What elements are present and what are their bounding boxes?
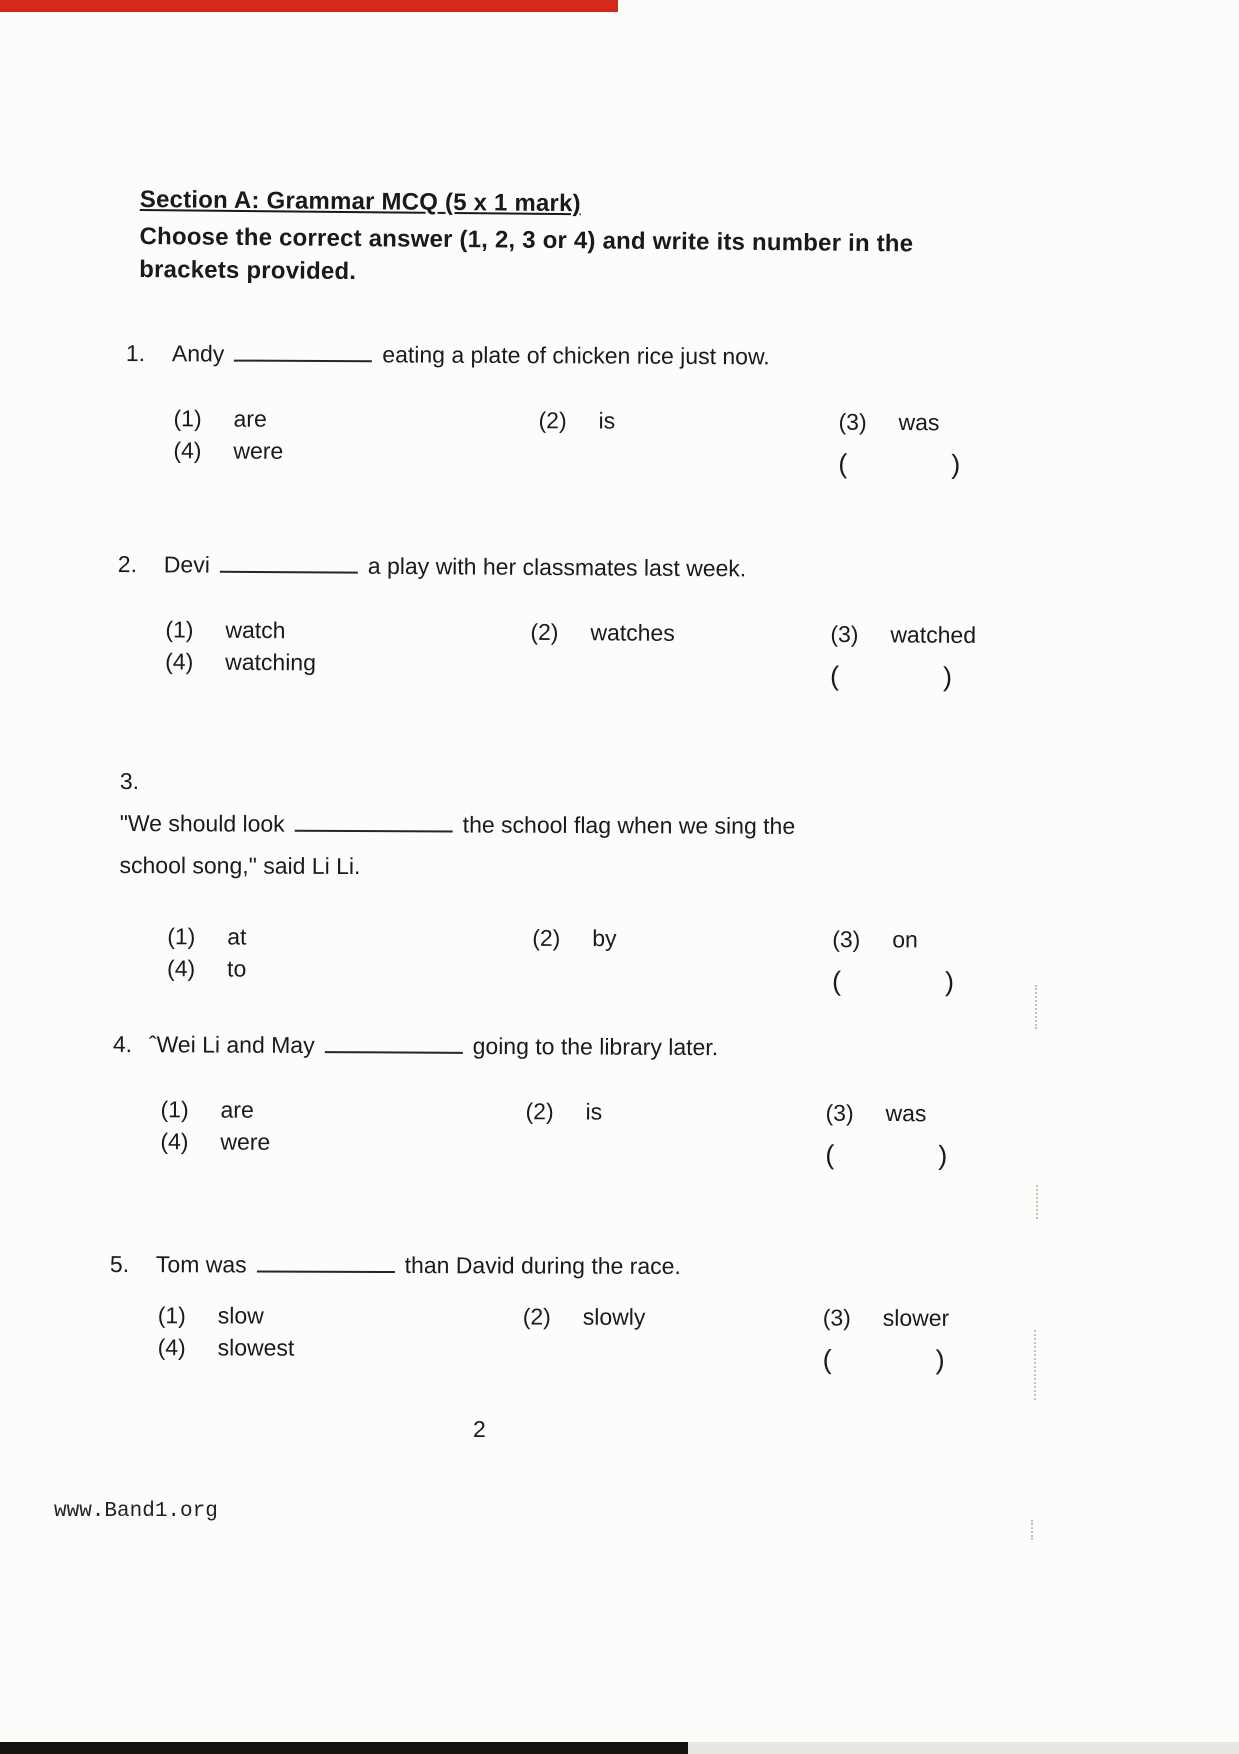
option-label: watching	[225, 648, 317, 676]
option-3	[825, 1097, 947, 1130]
question-text	[126, 332, 846, 378]
instructions-line-1: Choose the correct answer (1, 2, 3 or 4) and write its number in the	[139, 222, 914, 258]
option-3	[838, 406, 960, 439]
scan-bottom-bar-artifact	[0, 1742, 688, 1754]
option-label: watches	[590, 619, 675, 646]
question-text-before-blank: Tom was	[155, 1251, 247, 1278]
option-1	[165, 613, 530, 648]
question-4	[112, 1023, 948, 1171]
option-label: is	[585, 1098, 603, 1125]
option-2	[532, 922, 832, 955]
option-number: (1)	[157, 1302, 186, 1329]
answer-blank	[295, 806, 453, 833]
answer-blank	[257, 1246, 395, 1273]
question-text	[110, 1243, 830, 1288]
option-1	[173, 402, 538, 436]
question-number: 1.	[125, 339, 146, 367]
bracket-open: (	[825, 1139, 835, 1170]
section-header	[139, 186, 930, 294]
option-4	[165, 645, 530, 680]
bracket-close: )	[944, 966, 955, 997]
bracket-open: (	[838, 448, 848, 479]
option-2	[530, 616, 830, 650]
option-label: were	[233, 437, 284, 464]
bracket-open: (	[822, 1344, 832, 1375]
option-number: (4)	[167, 955, 196, 982]
option-2	[523, 1300, 823, 1333]
option-number: (4)	[160, 1128, 189, 1155]
question-number: 5.	[109, 1251, 130, 1278]
option-label: watched	[890, 621, 977, 648]
option-3	[823, 1301, 950, 1333]
option-label: is	[598, 407, 616, 434]
option-4	[158, 1331, 523, 1364]
question-number: 2.	[117, 550, 138, 578]
question-text-before-blank: Devi	[163, 551, 210, 578]
answer-blank	[220, 547, 358, 574]
options	[157, 1299, 950, 1375]
answer-blank	[234, 335, 372, 362]
option-number: (3)	[822, 1304, 851, 1331]
bracket-open: (	[831, 966, 842, 997]
option-number: (1)	[160, 1096, 189, 1123]
option-label: are	[220, 1096, 254, 1123]
bracket-close: )	[942, 661, 953, 692]
scan-artifact	[1031, 1520, 1033, 1540]
option-label: are	[233, 405, 267, 432]
scan-artifact	[1035, 985, 1037, 1029]
option-3	[832, 923, 954, 956]
question-text-after-blank: the school flag when we sing the school song," said Li Li.	[119, 811, 796, 880]
option-1	[158, 1299, 523, 1332]
option-number: (2)	[522, 1303, 551, 1330]
question-text	[119, 760, 840, 889]
question-1	[125, 332, 961, 480]
answer-blank	[325, 1027, 463, 1054]
option-number: (3)	[825, 1099, 854, 1126]
question-2	[117, 543, 977, 692]
option-number: (2)	[530, 618, 559, 646]
option-number: (3)	[830, 620, 859, 648]
question-number: 3.	[119, 767, 140, 795]
answer-brackets	[830, 660, 952, 693]
option-label: was	[898, 409, 940, 436]
option-number: (1)	[165, 616, 194, 643]
option-number: (3)	[832, 926, 861, 953]
options	[167, 920, 955, 997]
option-number: (4)	[173, 437, 202, 464]
question-text-before-blank: ˆWei Li and May	[148, 1031, 315, 1059]
option-number: (4)	[157, 1334, 186, 1361]
answer-brackets	[832, 965, 954, 998]
option-label: at	[227, 923, 247, 950]
option-label: slower	[882, 1304, 950, 1331]
question-text-before-blank: Andy	[171, 340, 225, 367]
option-label: on	[892, 926, 918, 953]
option-3	[830, 618, 976, 651]
option-label: slowly	[582, 1303, 646, 1330]
options	[173, 402, 961, 480]
bracket-close: )	[935, 1344, 945, 1375]
section-instructions	[139, 220, 930, 294]
instructions-line-2: brackets provided.	[139, 255, 357, 286]
option-number: (3)	[838, 408, 867, 435]
option-number: (2)	[532, 924, 561, 951]
option-number: (2)	[538, 407, 567, 434]
option-label: slow	[217, 1302, 264, 1329]
answer-brackets	[823, 1343, 945, 1375]
question-text-after-blank: going to the library later.	[472, 1032, 719, 1061]
question-5	[109, 1243, 950, 1375]
scan-artifact	[1034, 1330, 1036, 1400]
options	[165, 613, 977, 692]
answer-brackets	[825, 1139, 947, 1172]
section-title: Section A: Grammar MCQ (5 x 1 mark)	[139, 186, 581, 218]
option-label: by	[592, 925, 617, 952]
option-4	[167, 952, 532, 986]
bracket-close: )	[951, 449, 961, 480]
option-1	[167, 920, 532, 954]
scan-artifact	[1036, 1185, 1038, 1219]
question-text-after-blank: a play with her classmates last week.	[367, 552, 747, 582]
option-label: slowest	[217, 1334, 295, 1361]
question-text-after-blank: than David during the race.	[404, 1252, 681, 1279]
question-number: 4.	[112, 1030, 133, 1058]
answer-brackets	[838, 448, 960, 481]
option-number: (2)	[525, 1098, 554, 1125]
option-2	[525, 1095, 825, 1129]
question-text-before-blank: "We should look	[119, 809, 285, 837]
option-label: was	[885, 1100, 927, 1127]
scan-top-edge-artifact	[0, 0, 618, 12]
option-4	[160, 1125, 525, 1159]
option-label: watch	[225, 616, 286, 644]
option-number: (1)	[167, 923, 196, 950]
option-4	[173, 434, 538, 468]
question-text-after-blank: eating a plate of chicken rice just now.	[382, 341, 770, 370]
page-number: 2	[473, 1416, 486, 1442]
question-3	[119, 760, 955, 997]
footer-website: www.Band1.org	[54, 1500, 218, 1523]
question-text	[113, 1023, 833, 1069]
option-number: (1)	[173, 405, 202, 432]
option-label: were	[220, 1128, 271, 1155]
option-label: to	[227, 955, 247, 982]
option-1	[160, 1093, 525, 1127]
bracket-open: (	[829, 660, 840, 692]
option-2	[538, 404, 838, 438]
option-number: (4)	[165, 648, 194, 675]
options	[160, 1093, 948, 1171]
bracket-close: )	[938, 1140, 948, 1171]
question-text	[118, 543, 838, 590]
